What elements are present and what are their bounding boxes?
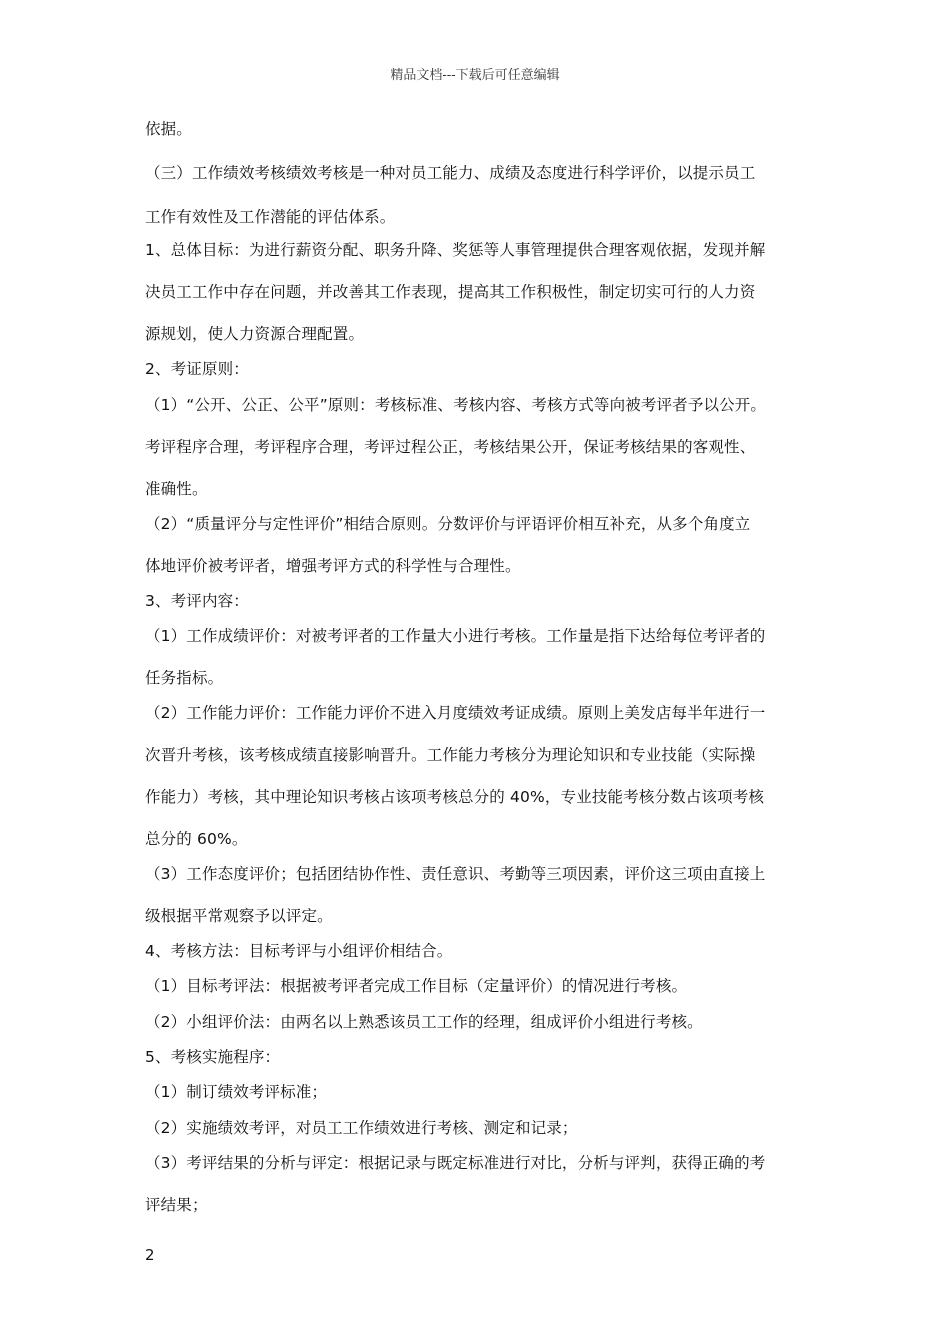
text-line: 3、考评内容： (145, 592, 249, 610)
text-line: 源规划，使人力资源合理配置。 (145, 325, 365, 343)
text-line: （三）工作绩效考核绩效考核是一种对员工能力、成绩及态度进行科学评价，以提示员工 (145, 164, 756, 182)
text-line: （1）“公开、公正、公平”原则：考核标准、考核内容、考核方式等向被考评者予以公开。 (145, 396, 767, 414)
text-line: （1）工作成绩评价：对被考评者的工作量大小进行考核。工作量是指下达给每位考评者的 (145, 627, 766, 645)
text-line: 考评程序合理，考评程序合理，考评过程公正，考核结果公开，保证考核结果的客观性、 (145, 438, 756, 456)
text-line: （2）小组评价法：由两名以上熟悉该员工工作的经理，组成评价小组进行考核。 (145, 1013, 703, 1031)
text-line: （2）“质量评分与定性评价”相结合原则。分数评价与评语评价相互补充，从多个角度立 (145, 515, 751, 533)
text-line: （1）制订绩效考评标准； (145, 1083, 328, 1101)
text-line: （2）工作能力评价：工作能力评价不进入月度绩效考证成绩。原则上美发店每半年进行一 (145, 704, 766, 722)
text-line: （3）工作态度评价；包括团结协作性、责任意识、考勤等三项因素，评价这三项由直接上 (145, 865, 766, 883)
text-line: 评结果； (145, 1196, 208, 1214)
text-line: 次晋升考核，该考核成绩直接影响晋升。工作能力考核分为理论知识和专业技能（实际操 (145, 746, 756, 764)
page-header: 精品文档---下载后可任意编辑 (390, 68, 560, 83)
text-line: 决员工工作中存在问题，并改善其工作表现，提高其工作积极性，制定切实可行的人力资 (145, 283, 756, 301)
text-line: （2）实施绩效考评，对员工工作绩效进行考核、测定和记录； (145, 1119, 578, 1137)
text-line: 4、考核方法：目标考评与小组评价相结合。 (145, 942, 453, 960)
text-line: 1、总体目标：为进行薪资分配、职务升降、奖惩等人事管理提供合理客观依据，发现并解 (145, 241, 766, 259)
text-line: 5、考核实施程序： (145, 1048, 281, 1066)
text-line: 级根据平常观察予以评定。 (145, 907, 333, 925)
text-line: 任务指标。 (145, 669, 224, 687)
text-line: 依据。 (145, 120, 192, 138)
text-line: 2、考证原则： (145, 360, 249, 378)
text-line: 体地评价被考评者，增强考评方式的科学性与合理性。 (145, 557, 521, 575)
page-number: 2 (145, 1246, 155, 1264)
text-line: （3）考评结果的分析与评定：根据记录与既定标准进行对比，分析与评判，获得正确的考 (145, 1154, 766, 1172)
text-line: 工作有效性及工作潜能的评估体系。 (145, 208, 396, 226)
text-line: （1）目标考评法：根据被考评者完成工作目标（定量评价）的情况进行考核。 (145, 977, 688, 995)
text-line: 准确性。 (145, 480, 208, 498)
text-line: 总分的 60%。 (145, 830, 248, 848)
text-line: 作能力）考核，其中理论知识考核占该项考核总分的 40%，专业技能考核分数占该项考核 (145, 788, 765, 806)
